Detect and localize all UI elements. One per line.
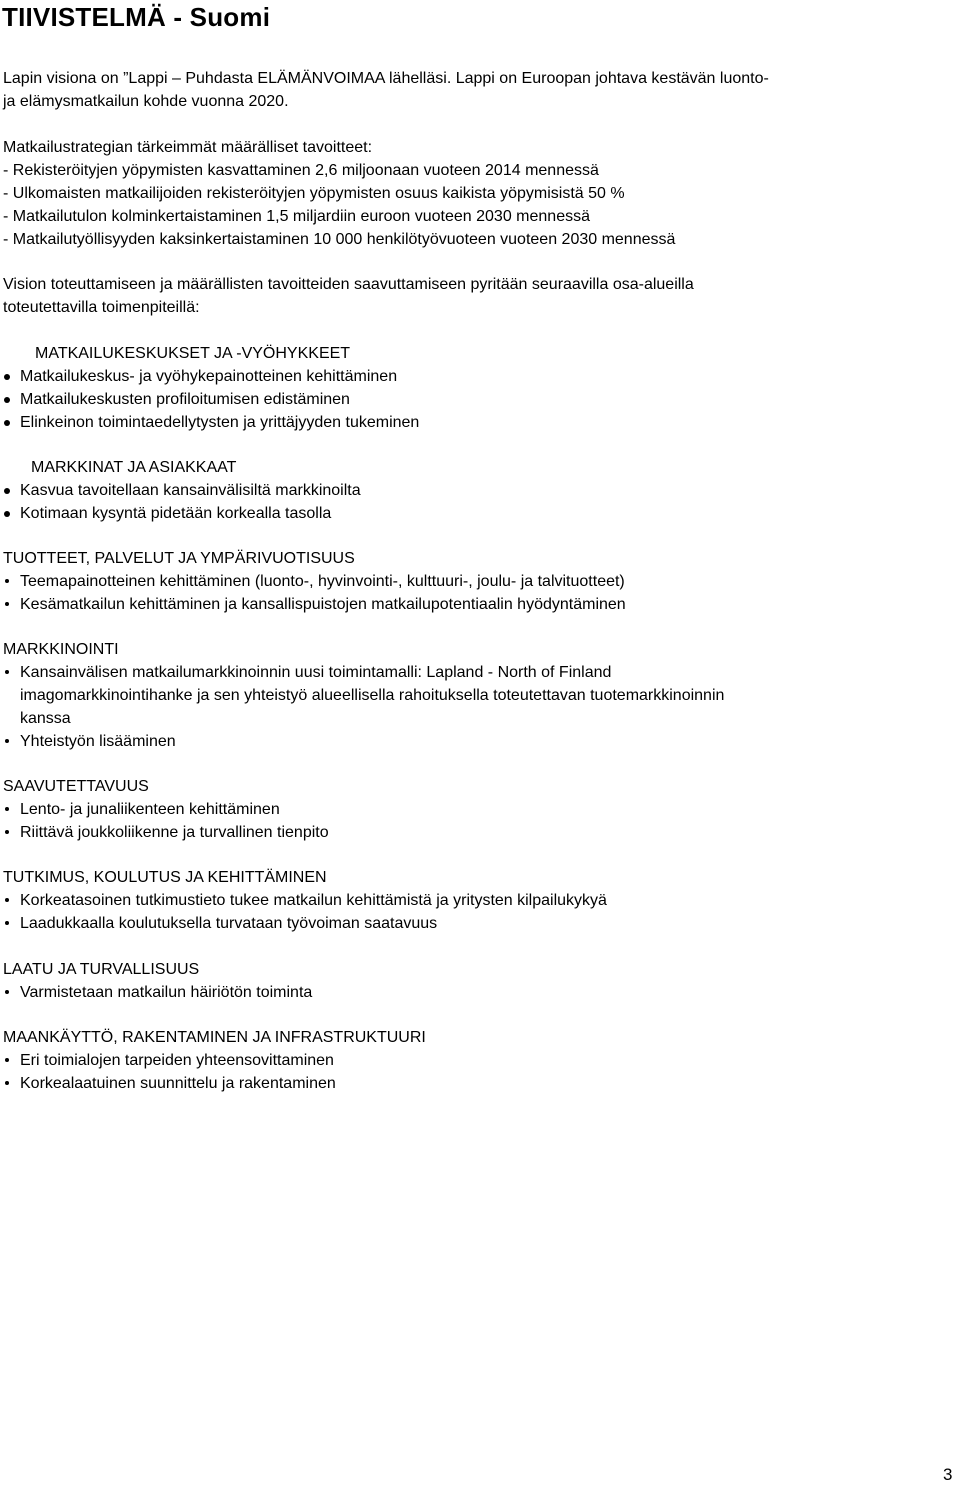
- bullet-dot-icon: [4, 374, 10, 380]
- list-item: Varmistetaan matkailun häiriötön toiminta: [20, 984, 313, 1001]
- bullet-icon: [5, 602, 9, 606]
- bullet-icon: [5, 739, 9, 743]
- list-item: Yhteistyön lisääminen: [20, 733, 176, 750]
- list-item: Laadukkaalla koulutuksella turvataan työvoiman saatavuus: [20, 915, 438, 932]
- goal-item: - Matkailutyöllisyyden kaksinkertaistaminen 10 000 henkilötyövuoteen vuoteen 2030 mennessä: [3, 231, 676, 248]
- bullet-icon: [5, 807, 9, 811]
- section-heading: MARKKINAT JA ASIAKKAAT: [31, 459, 237, 476]
- bullet-icon: [5, 921, 9, 925]
- list-item: Teemapainotteinen kehittäminen (luonto-, hyvinvointi-, kulttuuri-, joulu- ja talvituotteet): [20, 573, 625, 590]
- list-item: Korkeatasoinen tutkimustieto tukee matkailun kehittämistä ja yritysten kilpailukykyä: [20, 892, 607, 909]
- bullet-icon: [5, 579, 9, 583]
- goals-heading: Matkailustrategian tärkeimmät määrälliset tavoitteet:: [3, 139, 373, 156]
- list-item: Korkealaatuinen suunnittelu ja rakentaminen: [20, 1075, 336, 1092]
- section-heading: SAAVUTETTAVUUS: [3, 778, 149, 795]
- list-item: Kesämatkailun kehittäminen ja kansallispuistojen matkailupotentiaalin hyödyntäminen: [20, 596, 626, 613]
- section-heading: MARKKINOINTI: [3, 641, 119, 658]
- list-item: Elinkeinon toimintaedellytysten ja yrittäjyyden tukeminen: [20, 414, 420, 431]
- vision-text: Vision toteuttamiseen ja määrällisten tavoitteiden saavuttamiseen pyritään seuraavilla osa-alueilla: [3, 276, 694, 293]
- intro-line: Lapin visiona on ”Lappi – Puhdasta ELÄMÄNVOIMAA lähelläsi. Lappi on Euroopan johtava kestävän luonto-: [3, 70, 769, 87]
- list-item: Kotimaan kysyntä pidetään korkealla tasolla: [20, 505, 332, 522]
- page-number: 3: [943, 1465, 953, 1484]
- bullet-dot-icon: [4, 511, 10, 517]
- section-heading: LAATU JA TURVALLISUUS: [3, 961, 200, 978]
- list-item: Kasvua tavoitellaan kansainvälisiltä markkinoilta: [20, 482, 361, 499]
- bullet-dot-icon: [4, 420, 10, 426]
- list-item: Matkailukeskus- ja vyöhykepainotteinen kehittäminen: [20, 368, 398, 385]
- intro-line: ja elämysmatkailun kohde vuonna 2020.: [3, 93, 289, 110]
- section-heading: TUTKIMUS, KOULUTUS JA KEHITTÄMINEN: [3, 869, 327, 886]
- list-item-line: imagomarkkinointihanke ja sen yhteistyö alueellisella rahoituksella toteutettavan tuotemarkkinoinnin: [20, 687, 725, 704]
- bullet-icon: [5, 1058, 9, 1062]
- bullet-icon: [5, 1081, 9, 1085]
- bullet-icon: [5, 990, 9, 994]
- bullet-icon: [5, 898, 9, 902]
- list-item: Lento- ja junaliikenteen kehittäminen: [20, 801, 280, 818]
- section-heading: MATKAILUKESKUKSET JA -VYÖHYKKEET: [35, 345, 351, 362]
- section-heading: TUOTTEET, PALVELUT JA YMPÄRIVUOTISUUS: [3, 550, 355, 567]
- list-item: Matkailukeskusten profiloitumisen edistäminen: [20, 391, 350, 408]
- bullet-icon: [5, 670, 9, 674]
- goal-item: - Matkailutulon kolminkertaistaminen 1,5 miljardiin euroon vuoteen 2030 mennessä: [3, 208, 590, 225]
- page-title: TIIVISTELMÄ - Suomi: [2, 2, 271, 32]
- goal-item: - Ulkomaisten matkailijoiden rekisteröityjen yöpymisten osuus kaikista yöpymisistä 50 %: [3, 185, 625, 202]
- list-item: Eri toimialojen tarpeiden yhteensovittaminen: [20, 1052, 334, 1069]
- bullet-dot-icon: [4, 488, 10, 494]
- bullet-icon: [5, 830, 9, 834]
- list-item-line: Kansainvälisen matkailumarkkinoinnin uusi toimintamalli: Lapland - North of Finland: [20, 664, 612, 681]
- bullet-dot-icon: [4, 397, 10, 403]
- vision-text: toteutettavilla toimenpiteillä:: [3, 299, 200, 316]
- section-heading: MAANKÄYTTÖ, RAKENTAMINEN JA INFRASTRUKTUURI: [3, 1029, 426, 1046]
- goal-item: - Rekisteröityjen yöpymisten kasvattaminen 2,6 miljoonaan vuoteen 2014 mennessä: [3, 162, 599, 179]
- list-item: Riittävä joukkoliikenne ja turvallinen tienpito: [20, 824, 329, 841]
- list-item-line: kanssa: [20, 710, 71, 727]
